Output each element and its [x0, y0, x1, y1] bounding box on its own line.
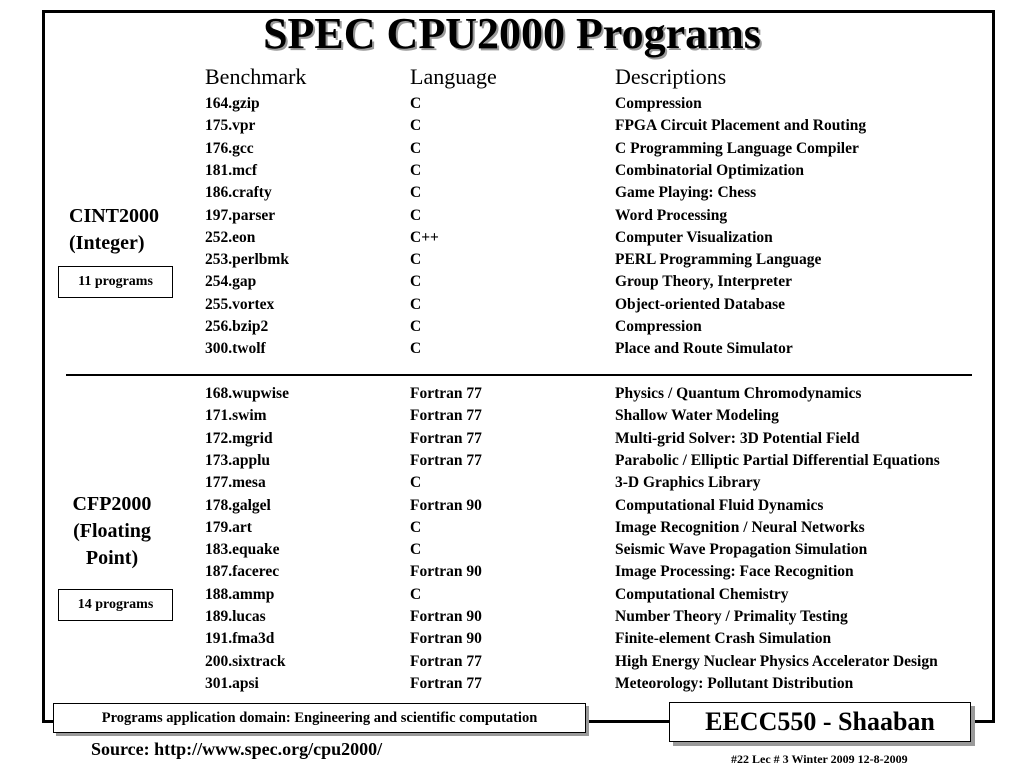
- cint-benchmark-cell: 176.gcc: [205, 139, 254, 157]
- cfp-benchmark-cell: 179.art: [205, 518, 252, 536]
- cfp-description-cell: Seismic Wave Propagation Simulation: [615, 541, 868, 559]
- cfp-language-cell: Fortran 77: [410, 407, 482, 425]
- cfp-language-cell: C: [410, 474, 422, 492]
- cfp-benchmark-cell: 172.mgrid: [205, 429, 273, 447]
- cfp-description-cell: Finite-element Crash Simulation: [615, 630, 832, 648]
- cint-description-cell: Combinatorial Optimization: [615, 161, 805, 179]
- cfp-language-cell: Fortran 90: [410, 496, 482, 514]
- cfp-language-cell: Fortran 77: [410, 674, 482, 692]
- header-descriptions: Descriptions: [615, 64, 727, 89]
- cint-description-cell: PERL Programming Language: [615, 251, 822, 269]
- cint-language-cell: C: [410, 161, 422, 179]
- cint-description-cell: Compression: [615, 95, 702, 112]
- cint-language-cell: C: [410, 251, 422, 269]
- cfp-benchmark-cell: 173.applu: [205, 451, 271, 469]
- cfp-count-badge: 14 programs: [58, 589, 173, 621]
- cfp-description-cell: Computational Fluid Dynamics: [615, 496, 824, 514]
- cfp-benchmark-cell: 187.facerec: [205, 563, 280, 581]
- cint-language-cell: C: [410, 340, 422, 358]
- header-benchmark: Benchmark: [205, 64, 307, 89]
- cint-language-cell: C: [410, 318, 422, 335]
- section-divider: [66, 374, 972, 376]
- cint-benchmark-cell: 256.bzip2: [205, 318, 269, 335]
- cint-description-cell: Group Theory, Interpreter: [615, 273, 792, 291]
- cint-label-line1: CINT2000: [69, 205, 160, 227]
- cfp-language-cell: Fortran 77: [410, 385, 482, 402]
- cint-description-cell: FPGA Circuit Placement and Routing: [615, 117, 867, 135]
- cfp-benchmark-cell: 200.sixtrack: [205, 652, 286, 670]
- cfp-description-cell: Physics / Quantum Chromodynamics: [615, 385, 862, 402]
- cint-benchmark-cell: 186.crafty: [205, 184, 272, 202]
- cfp-benchmark-cell: 168.wupwise: [205, 385, 289, 402]
- cfp-description-cell: Computational Chemistry: [615, 585, 789, 603]
- cfp-description-cell: Image Recognition / Neural Networks: [615, 518, 865, 536]
- cfp-benchmark-cell: 183.equake: [205, 541, 280, 559]
- slide-title: SPEC CPU2000 Programs: [263, 9, 761, 58]
- cint-count-badge: 11 programs: [58, 266, 173, 298]
- cint-language-cell: C: [410, 95, 422, 112]
- course-badge: EECC550 - Shaaban: [669, 702, 971, 742]
- cfp-language-cell: Fortran 77: [410, 451, 482, 469]
- cfp-language-cell: Fortran 90: [410, 563, 482, 581]
- cint-benchmark-cell: 300.twolf: [205, 340, 266, 358]
- cfp-language-cell: C: [410, 518, 422, 536]
- cfp-description-cell: Multi-grid Solver: 3D Potential Field: [615, 429, 860, 447]
- cint-benchmark-cell: 181.mcf: [205, 161, 258, 179]
- source-link[interactable]: Source: http://www.spec.org/cpu2000/: [91, 739, 383, 759]
- cfp-benchmark-cell: 171.swim: [205, 407, 267, 425]
- cint-benchmark-cell: 254.gap: [205, 273, 257, 291]
- cint-language-cell: C: [410, 273, 422, 291]
- cfp-description-cell: Shallow Water Modeling: [615, 407, 779, 425]
- cfp-benchmark-cell: 191.fma3d: [205, 630, 275, 648]
- cfp-description-cell: Meteorology: Pollutant Distribution: [615, 674, 854, 692]
- cfp-description-cell: High Energy Nuclear Physics Accelerator Design: [615, 652, 938, 670]
- cint-language-cell: C: [410, 139, 422, 157]
- cint-label-line2: (Integer): [69, 232, 145, 254]
- cfp-language-cell: Fortran 77: [410, 652, 482, 670]
- cint-description-cell: Computer Visualization: [615, 228, 773, 246]
- cfp-benchmark-cell: 301.apsi: [205, 674, 259, 692]
- cint-language-cell: C: [410, 295, 422, 313]
- cint-group-label: [69, 203, 159, 257]
- domain-note: Programs application domain: Engineering and scientific computation: [53, 703, 586, 733]
- cfp-language-cell: C: [410, 541, 422, 559]
- cint-description-cell: C Programming Language Compiler: [615, 139, 859, 157]
- cfp-group-label: [68, 491, 156, 572]
- cfp-benchmark-cell: 177.mesa: [205, 474, 266, 492]
- cfp-benchmark-cell: 188.ammp: [205, 585, 275, 603]
- cint-benchmark-cell: 253.perlbmk: [205, 251, 289, 269]
- cfp-description-cell: Parabolic / Elliptic Partial Differential Equations: [615, 451, 940, 469]
- cfp-label-line1: CFP2000: [72, 493, 152, 515]
- cint-benchmark-cell: 164.gzip: [205, 95, 260, 112]
- cfp-label-line3: Point): [85, 547, 139, 569]
- cint-language-cell: C++: [410, 228, 439, 246]
- cfp-description-cell: Number Theory / Primality Testing: [615, 608, 848, 625]
- cint-benchmark-cell: 252.eon: [205, 228, 256, 246]
- cint-language-cell: C: [410, 184, 422, 202]
- cint-description-cell: Place and Route Simulator: [615, 340, 793, 358]
- cfp-description-cell: Image Processing: Face Recognition: [615, 563, 854, 581]
- cfp-language-cell: Fortran 90: [410, 630, 482, 648]
- cint-description-cell: Word Processing: [615, 206, 728, 224]
- cfp-benchmark-cell: 178.galgel: [205, 496, 271, 514]
- cfp-language-cell: Fortran 77: [410, 429, 482, 447]
- cfp-language-cell: Fortran 90: [410, 608, 482, 625]
- cint-benchmark-cell: 197.parser: [205, 206, 276, 224]
- cfp-description-cell: 3-D Graphics Library: [615, 474, 761, 492]
- cint-benchmark-cell: 255.vortex: [205, 295, 275, 313]
- cint-description-cell: Game Playing: Chess: [615, 184, 757, 202]
- cfp-label-line2: (Floating: [73, 520, 151, 542]
- header-language: Language: [410, 64, 497, 89]
- cint-language-cell: C: [410, 117, 422, 135]
- slide-footer: #22 Lec # 3 Winter 2009 12-8-2009: [731, 752, 908, 766]
- cint-description-cell: Object-oriented Database: [615, 295, 786, 313]
- cint-language-cell: C: [410, 206, 422, 224]
- cfp-benchmark-cell: 189.lucas: [205, 608, 266, 625]
- cfp-language-cell: C: [410, 585, 422, 603]
- cint-description-cell: Compression: [615, 318, 702, 335]
- cint-benchmark-cell: 175.vpr: [205, 117, 256, 135]
